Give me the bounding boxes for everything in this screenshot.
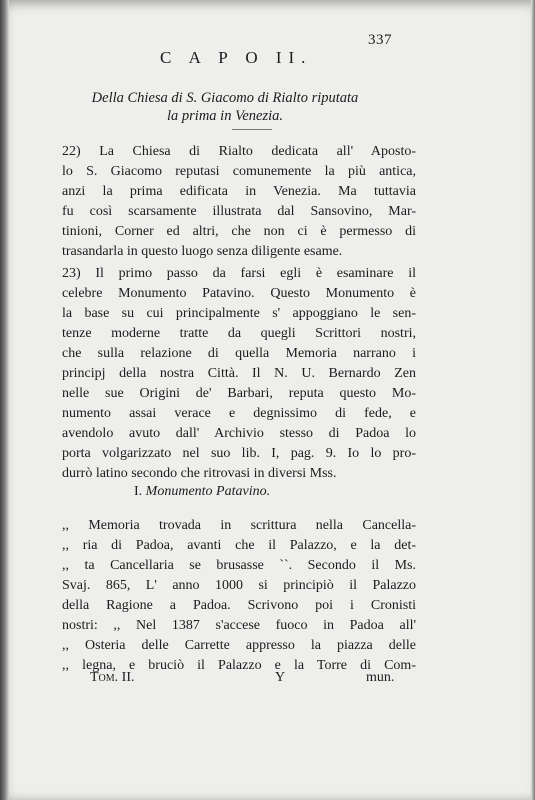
heading-rule <box>232 129 272 130</box>
section-heading <box>134 484 270 500</box>
quote-line: ,, ta Cancellaria se brusasse ``. Secondo il Ms. <box>62 558 416 573</box>
paragraph-2-line: celebre Monumento Patavino. Questo Monumento è <box>62 286 416 301</box>
paragraph-1-line: trasandarla in questo luogo senza diligente esame. <box>62 244 343 259</box>
paragraph-1-line: anzi la prima edificata in Venezia. Ma tuttavia <box>62 184 416 199</box>
paragraph-2-line: che sulla relazione di quella Memoria narrano i <box>62 346 416 361</box>
catchword: mun. <box>366 670 395 685</box>
paragraph-2-line: avendolo avuto dall' Archivio stesso di Padoa lo <box>62 426 416 441</box>
quote-line: ,, Osteria delle Carrette appresso la piazza delle <box>62 638 416 653</box>
paragraph-2-line: tenze moderne tratte da quegli Scrittori nostri, <box>62 326 416 341</box>
paragraph-1-line: 22) La Chiesa di Rialto dedicata all' Aposto- <box>62 144 416 159</box>
paragraph-2-line: 23) Il primo passo da farsi egli è esaminare il <box>62 266 416 281</box>
paragraph-1-line: tinioni, Corner ed altri, che non ci è permesso di <box>62 224 416 239</box>
quote-line: Svaj. 865, L' anno 1000 si principiò il Palazzo <box>62 578 416 593</box>
paragraph-2-line: porta volgarizzato nel suo lib. I, pag. 9. Io lo pro- <box>62 446 416 461</box>
quote-line: ,, legna, e bruciò il Palazzo e la Torre di Com- <box>62 658 416 673</box>
page-edge <box>531 0 535 800</box>
paragraph-1-line: fu così scarsamente illustrata dal Sansovino, Mar- <box>62 204 416 219</box>
quote-line: della Ragione a Padoa. Scrivono poi i Cronisti <box>62 598 416 613</box>
section-title: Monumento Patavino. <box>145 484 271 499</box>
paragraph-2-line: numento assai verace e degnissimo di fede, e <box>62 406 416 421</box>
section-numeral: I. <box>134 484 143 499</box>
quote-line: ,, ria di Padoa, avanti che il Palazzo, e la det- <box>62 538 416 553</box>
chapter-subtitle-line-2: la prima in Venezia. <box>167 108 283 124</box>
quote-line: ,, Memoria trovada in scrittura nella Cancella- <box>62 518 416 533</box>
paragraph-2-line: durrò latino secondo che ritrovasi in diversi Mss. <box>62 466 337 481</box>
page-gutter-shadow <box>0 0 9 800</box>
signature-mark: Y <box>275 670 286 685</box>
paragraph-2-line: la base su cui principalmente s' appoggiano le sen- <box>62 306 416 321</box>
paragraph-1-line: lo S. Giacomo reputasi comunemente la più antica, <box>62 164 416 179</box>
chapter-subtitle-line-1: Della Chiesa di S. Giacomo di Rialto riputata <box>91 90 359 106</box>
page-number: 337 <box>368 32 392 48</box>
quote-line: nostri: ,, Nel 1387 s'accese fuoco in Padoa all' <box>62 618 416 633</box>
chapter-heading: C A P O II. <box>160 48 313 67</box>
paragraph-2-line: nelle sue Origini de' Barbari, reputa questo Mo- <box>62 386 416 401</box>
paragraph-2-line: principj della nostra Città. Il N. U. Bernardo Zen <box>62 366 416 381</box>
volume-label: Tom. II. <box>90 670 135 685</box>
